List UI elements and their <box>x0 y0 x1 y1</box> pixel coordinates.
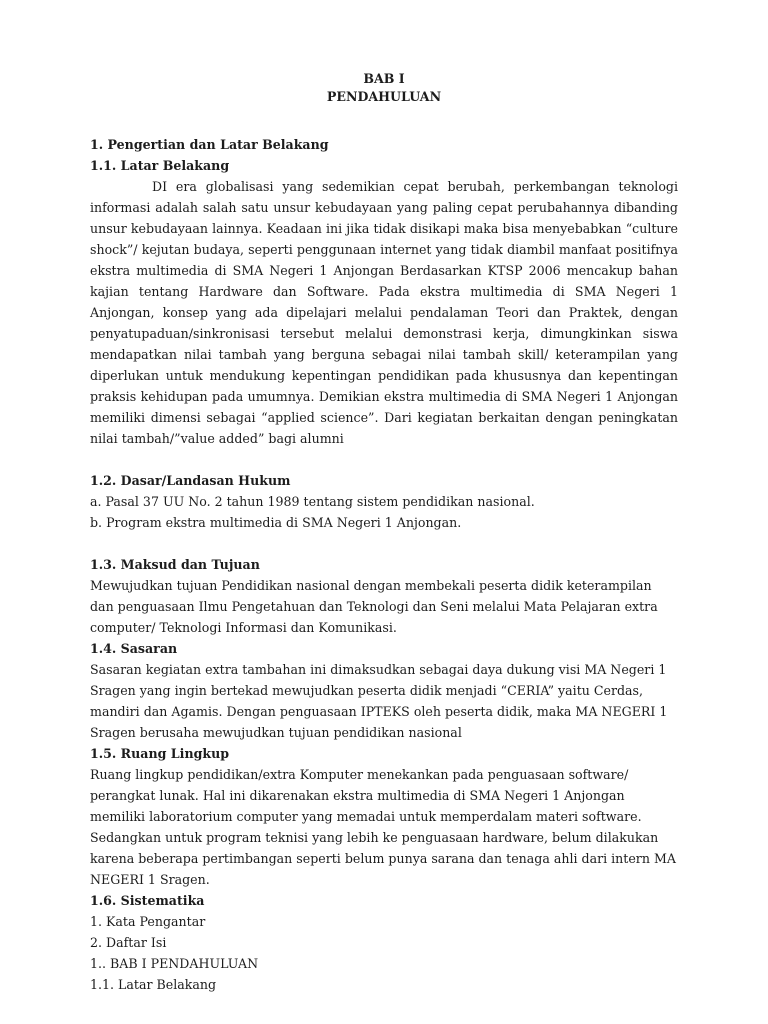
document-content <box>90 70 678 995</box>
list-item: 1.. BAB I PENDAHULUAN <box>90 956 259 971</box>
section-heading-1-4: 1.4. Sasaran <box>90 641 178 656</box>
section-heading-1-3: 1.3. Maksud dan Tujuan <box>90 557 260 572</box>
paragraph-sasaran: Sasaran kegiatan extra tambahan ini dimaksudkan sebagai daya dukung visi MA Negeri 1 Sragen yang ingin bertekad mewujudkan peserta didik menjadi “CERIA” yaitu Cerdas, mandiri dan Agamis. Dengan penguasaan IPTEKS oleh peserta didik, maka MA NEGERI 1 Sragen berusaha mewujudkan tujuan pendidikan nasional <box>90 662 668 740</box>
chapter-number: BAB I <box>363 71 405 86</box>
list-item: 2. Daftar Isi <box>90 935 167 950</box>
section-heading-1-6: 1.6. Sistematika <box>90 893 205 908</box>
list-item-legal-a: a. Pasal 37 UU No. 2 tahun 1989 tentang sistem pendidikan nasional. <box>90 494 535 509</box>
section-heading-1-5: 1.5. Ruang Lingkup <box>90 746 230 761</box>
list-item: 1.1. Latar Belakang <box>90 977 217 992</box>
chapter-name: PENDAHULUAN <box>326 89 442 104</box>
paragraph-latar-belakang: DI era globalisasi yang sedemikian cepat berubah, perkembangan teknologi informasi adalah salah satu unsur kebudayaan yang paling cepat perubahannya dibanding unsur kebudayaan lainnya. Keadaan ini jika tidak disikapi maka bisa menyebabkan “culture shock”/ kejutan budaya, seperti penggunaan internet yang tidak diambil manfaat positifnya ekstra multimedia di SMA Negeri 1 Anjongan Berdasarkan KTSP 2006 mencakup bahan kajian tentang Hardware dan Software. Pada ekstra multimedia di SMA Negeri 1 Anjongan, konsep yang ada dipelajari melalui pendalaman Teori dan Praktek, dengan penyatupaduan/sinkronisasi tersebut melalui demonstrasi kerja, dimungkinkan siswa mendapatkan nilai tambah yang berguna sebagai nilai tambah skill/ keterampilan yang diperlukan untuk mendukung kepentingan pendidikan pada khususnya dan kepentingan praksis kehidupan pada umumnya. Demikian ekstra multimedia di SMA Negeri 1 Anjongan memiliki dimensi sebagai “applied science”. Dari kegiatan berkaitan dengan peningkatan nilai tambah/”value added” bagi alumni <box>90 179 678 446</box>
paragraph-maksud-tujuan: Mewujudkan tujuan Pendidikan nasional dengan membekali peserta didik keterampilan dan penguasaan Ilmu Pengetahuan dan Teknologi dan Seni melalui Mata Pelajaran extra computer/ Teknologi Informasi dan Komunikasi. <box>90 578 658 635</box>
section-heading-1-2: 1.2. Dasar/Landasan Hukum <box>90 473 291 488</box>
list-item: 1. Kata Pengantar <box>90 914 206 929</box>
paragraph-ruang-lingkup: Ruang lingkup pendidikan/extra Komputer menekankan pada penguasaan software/ perangkat lunak. Hal ini dikarenakan ekstra multimedia di SMA Negeri 1 Anjongan memiliki laboratorium computer yang memadai untuk memperdalam materi software. Sedangkan untuk program teknisi yang lebih ke penguasaan hardware, belum dilakukan karena beberapa pertimbangan seperti belum punya sarana dan tenaga ahli dari intern MA NEGERI 1 Sragen. <box>90 767 676 887</box>
section-heading-1-1: 1.1. Latar Belakang <box>90 158 230 173</box>
list-item-legal-b: b. Program ekstra multimedia di SMA Negeri 1 Anjongan. <box>90 515 462 530</box>
chapter-title <box>90 70 678 106</box>
section-heading-1: 1. Pengertian dan Latar Belakang <box>90 137 329 152</box>
